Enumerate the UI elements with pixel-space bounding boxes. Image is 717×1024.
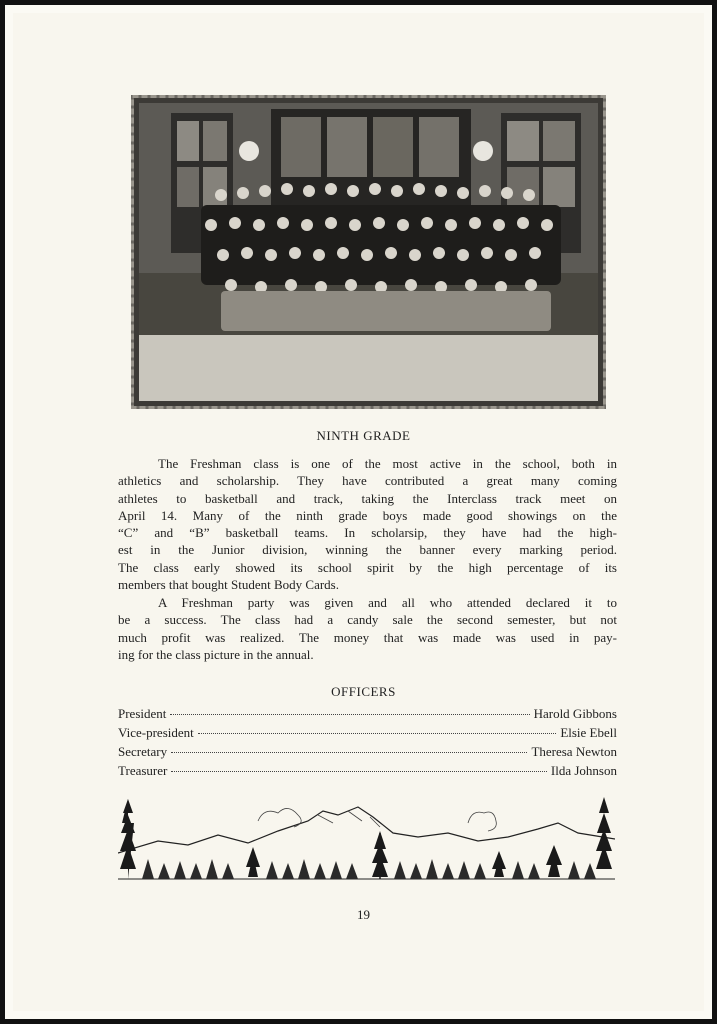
paragraph-1-line: “C” and “B” basketball teams. In scholarsip, they have had the high-: [118, 525, 617, 541]
mountain-forest-drawing: [118, 793, 615, 885]
paragraph-2-line: be a success. The class had a candy sale the second semester, but not: [118, 612, 617, 628]
class-photo: [131, 95, 606, 409]
section-title: NINTH GRADE: [316, 428, 411, 443]
yearbook-page: [13, 13, 704, 1011]
officers-title: OFFICERS: [331, 684, 396, 699]
officer-name: Ilda Johnson: [550, 763, 617, 778]
officer-row: [118, 706, 617, 725]
officer-name: Elsie Ebell: [560, 725, 617, 740]
officer-name: Harold Gibbons: [533, 706, 617, 721]
officer-row: [118, 763, 617, 782]
dot-leader: [170, 714, 529, 715]
paragraph-2: [118, 594, 617, 663]
officer-role: Vice-president: [118, 725, 194, 740]
officer-row: [118, 725, 617, 744]
officer-role: Treasurer: [118, 763, 168, 778]
paragraph-1-line: The class early showed its school spirit by the high percentage of its: [118, 559, 617, 575]
officers-list: [118, 706, 617, 782]
dot-leader: [198, 733, 557, 734]
officer-role: President: [118, 706, 167, 721]
dot-leader: [171, 771, 547, 772]
paragraph-1-line: April 14. Many of the ninth grade boys made good showings on the: [118, 507, 617, 523]
paragraph-2-line: A Freshman party was given and all who attended declared it to: [158, 595, 617, 610]
paragraph-1-line: est in the Junior division, winning the banner every marking period.: [118, 542, 617, 558]
paragraph-2-line: ing for the class picture in the annual.: [118, 646, 314, 662]
officer-row: [118, 744, 617, 763]
page-number: 19: [357, 907, 370, 922]
officer-name: Theresa Newton: [531, 744, 617, 759]
paragraph-2-line: much profit was realized. The money that was made was used in pay-: [118, 629, 617, 645]
paragraph-1: [118, 455, 617, 593]
class-photo-image: [131, 95, 606, 409]
dot-leader: [171, 752, 527, 753]
paragraph-1-line: members that bought Student Body Cards.: [118, 577, 339, 593]
paragraph-1-line: athletics and scholarship. They have contributed a great many coming: [118, 473, 617, 489]
mountain-forest-illustration: [118, 793, 615, 885]
paragraph-1-line: The Freshman class is one of the most active in the school, both in: [158, 456, 617, 471]
officer-role: Secretary: [118, 744, 168, 759]
paragraph-1-line: athletes to basketball and track, taking the Interclass track meet on: [118, 490, 617, 506]
